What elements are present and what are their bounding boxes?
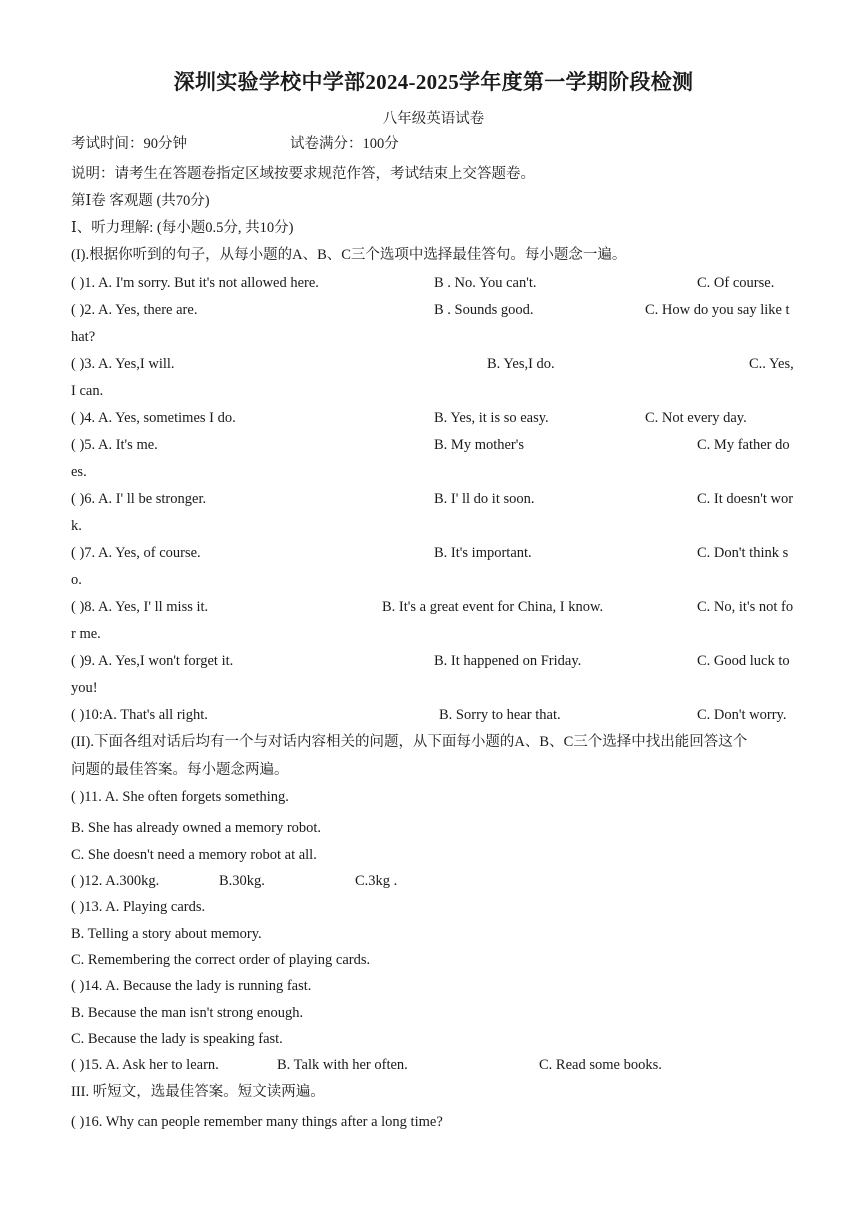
question-9-option-a: ( )9. A. Yes,I won't forget it. [71,653,234,669]
question-13-option-b: B. Telling a story about memory. [71,926,262,942]
question-3-option-b: B. Yes,I do. [487,356,555,372]
question-12-option-c: C.3kg . [355,873,398,889]
question-5-option-c: C. My father do [697,437,790,453]
question-2-continuation: hat? [71,329,96,345]
question-7-option-b: B. It's important. [434,545,532,561]
part3-title: III. 听短文，选最佳答案。短文读两遍。 [71,1084,325,1100]
question-6-option-b: B. I' ll do it soon. [434,491,535,507]
question-5-continuation: es. [71,464,87,480]
question-15-option-a: ( )15. A. Ask her to learn. [71,1057,219,1073]
page-subtitle: 八年级英语试卷 [382,111,485,127]
question-11-option-c: C. She doesn't need a memory robot at all. [71,847,317,863]
question-15-option-c: C. Read some books. [539,1057,662,1073]
question-7-option-a: ( )7. A. Yes, of course. [71,545,201,561]
question-8-option-b: B. It's a great event for China, I know. [382,599,604,615]
question-8-option-c: C. No, it's not fo [697,599,794,615]
question-2-option-b: B . Sounds good. [434,302,534,318]
part2-instructions-line1: (II).下面各组对话后均有一个与对话内容相关的问题，从下面每小题的A、B、C三个选择中找出能回答这个 [71,734,748,750]
question-10-option-a: ( )10:A. That's all right. [71,707,208,723]
question-16: ( )16. Why can people remember many things after a long time? [71,1114,443,1130]
question-11-option-a: ( )11. A. She often forgets something. [71,789,289,805]
question-4-option-c: C. Not every day. [645,410,747,426]
question-9-option-b: B. It happened on Friday. [434,653,582,669]
question-6-option-a: ( )6. A. I' ll be stronger. [71,491,207,507]
question-4-option-b: B. Yes, it is so easy. [434,410,549,426]
question-1-option-b: B . No. You can't. [434,275,537,291]
question-9-continuation: you! [71,680,98,696]
question-7-option-c: C. Don't think s [697,545,789,561]
question-13-option-a: ( )13. A. Playing cards. [71,899,206,915]
question-12-option-a: ( )12. A.300kg. [71,873,160,889]
part1-instructions: (I).根据你听到的句子，从每小题的A、B、C三个选项中选择最佳答句。每小题念一遍。 [71,247,627,263]
question-6-option-c: C. It doesn't wor [697,491,794,507]
question-1-option-a: ( )1. A. I'm sorry. But it's not allowed here. [71,275,319,291]
part1-title: Ⅰ、听力理解: (每小题0.5分, 共10分) [71,220,294,236]
full-score: 试卷满分：100分 [290,136,399,152]
question-13-option-c: C. Remembering the correct order of playing cards. [71,952,371,968]
question-14-option-b: B. Because the man isn't strong enough. [71,1005,304,1021]
question-8-continuation: r me. [71,626,101,642]
part2-instructions-line2: 问题的最佳答案。每小题念两遍。 [71,762,289,778]
question-2-option-c: C. How do you say like t [645,302,790,318]
question-1-option-c: C. Of course. [697,275,775,291]
question-15-option-b: B. Talk with her often. [277,1057,408,1073]
question-10-option-c: C. Don't worry. [697,707,787,723]
exam-time: 考试时间：90分钟 [71,136,187,152]
question-14-option-c: C. Because the lady is speaking fast. [71,1031,283,1047]
question-5-option-a: ( )5. A. It's me. [71,437,158,453]
question-14-option-a: ( )14. A. Because the lady is running fast. [71,978,312,994]
section-title: 第Ⅰ卷 客观题 (共70分) [71,193,210,209]
question-12-option-b: B.30kg. [219,873,265,889]
question-2-option-a: ( )2. A. Yes, there are. [71,302,198,318]
question-3-continuation: I can. [71,383,104,399]
question-4-option-a: ( )4. A. Yes, sometimes I do. [71,410,236,426]
question-10-option-b: B. Sorry to hear that. [439,707,561,723]
question-8-option-a: ( )8. A. Yes, I' ll miss it. [71,599,209,615]
question-7-continuation: o. [71,572,82,588]
question-6-continuation: k. [71,518,82,534]
question-5-option-b: B. My mother's [434,437,525,453]
question-9-option-c: C. Good luck to [697,653,790,669]
question-3-option-c: C.. Yes, [749,356,794,372]
question-3-option-a: ( )3. A. Yes,I will. [71,356,175,372]
instructions: 说明：请考生在答题卷指定区域按要求规范作答，考试结束上交答题卷。 [71,166,535,182]
question-11-option-b: B. She has already owned a memory robot. [71,820,322,836]
page-title: 深圳实验学校中学部2024-2025学年度第一学期阶段检测 [173,70,694,94]
